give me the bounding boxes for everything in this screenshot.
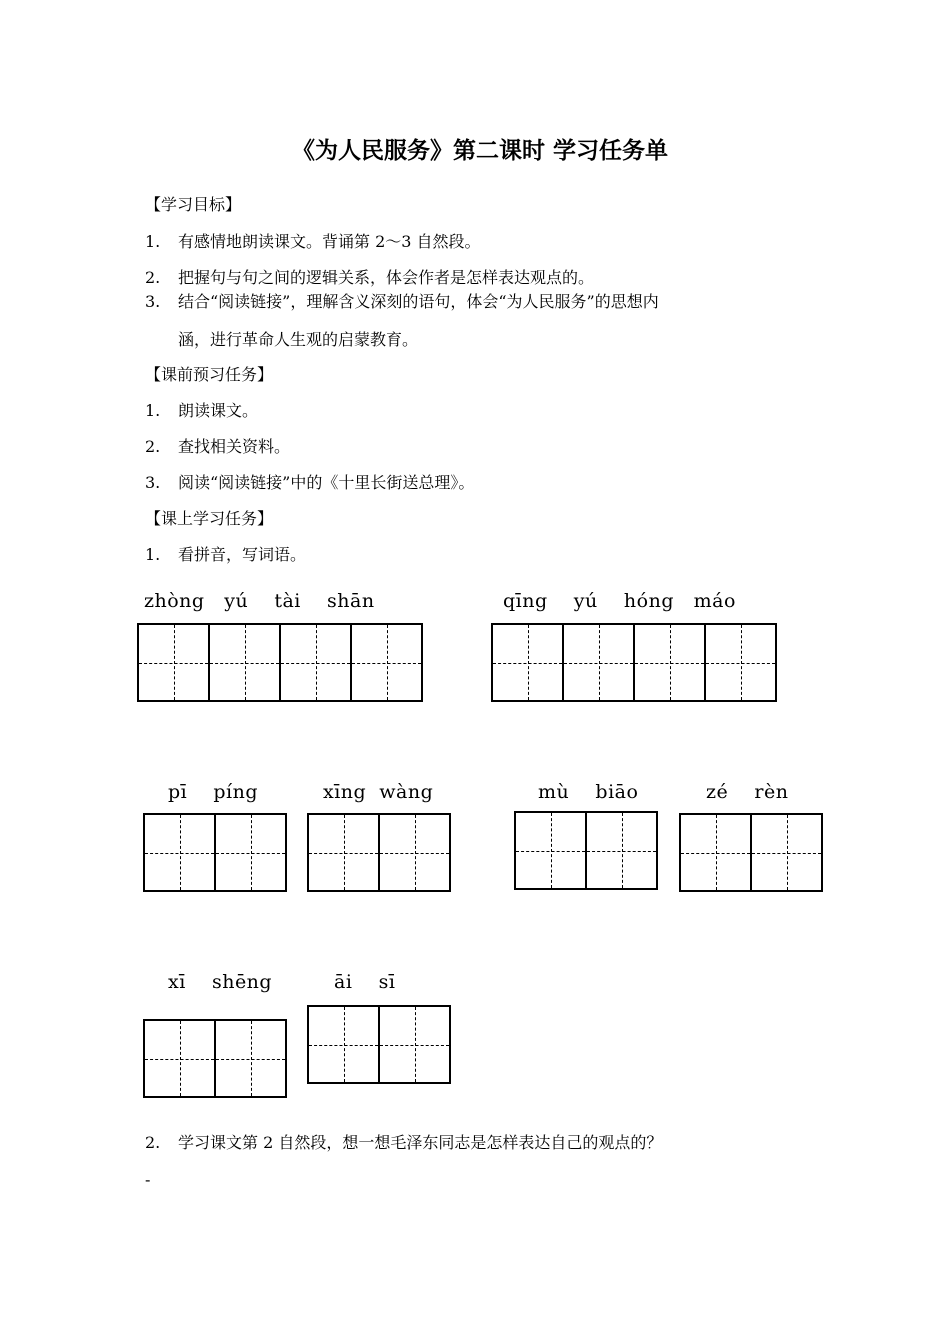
writing-cell[interactable] — [279, 623, 352, 702]
item-number: 3. — [145, 473, 161, 492]
writing-cell[interactable] — [350, 623, 423, 702]
writing-grid[interactable] — [307, 813, 451, 892]
writing-grid[interactable] — [514, 811, 658, 890]
writing-cell[interactable] — [307, 1005, 380, 1084]
preview-heading: 【课前预习任务】 — [145, 365, 274, 384]
writing-grid[interactable] — [143, 813, 287, 892]
writing-cell[interactable] — [307, 813, 380, 892]
pinyin-label: āi sī — [334, 971, 396, 993]
writing-cell[interactable] — [491, 623, 564, 702]
preview-item-1 — [145, 398, 258, 421]
pinyin-label: xī shēng — [168, 971, 273, 993]
item-text: 有感情地朗读课文。背诵第 2～3 自然段。 — [178, 232, 481, 251]
item-text: 阅读“阅读链接”中的《十里长街送总理》。 — [178, 473, 475, 492]
item-text: 看拼音，写词语。 — [178, 545, 307, 564]
item-text: 朗读课文。 — [178, 401, 259, 420]
writing-grid[interactable] — [137, 623, 423, 702]
writing-cell[interactable] — [378, 813, 451, 892]
objective-item-1 — [145, 229, 481, 252]
objective-item-3-continuation: 涵，进行革命人生观的启蒙教育。 — [178, 330, 419, 349]
writing-cell[interactable] — [137, 623, 210, 702]
pinyin-label: mù biāo — [538, 781, 639, 803]
preview-item-3 — [145, 470, 474, 493]
writing-cell[interactable] — [143, 1019, 216, 1098]
item-number: 2. — [145, 268, 161, 287]
item-text: 把握句与句之间的逻辑关系，体会作者是怎样表达观点的。 — [178, 268, 595, 287]
objective-item-2 — [145, 265, 594, 288]
item-number: 1. — [145, 232, 161, 251]
writing-grid[interactable] — [491, 623, 777, 702]
writing-cell[interactable] — [514, 811, 587, 890]
writing-cell[interactable] — [214, 813, 287, 892]
item-number: 3. — [145, 292, 161, 311]
writing-cell[interactable] — [750, 813, 823, 892]
objectives-heading: 【学习目标】 — [145, 195, 242, 214]
class-tasks-heading: 【课上学习任务】 — [145, 509, 274, 528]
objective-item-3 — [145, 289, 659, 312]
item-number: 1. — [145, 401, 161, 420]
pinyin-label: xīng wàng — [323, 781, 434, 803]
answer-line-mark: - — [145, 1170, 151, 1189]
writing-cell[interactable] — [208, 623, 281, 702]
pinyin-label: zhòng yú tài shān — [144, 590, 375, 612]
writing-cell[interactable] — [704, 623, 777, 702]
pinyin-label: zé rèn — [706, 781, 789, 803]
writing-cell[interactable] — [143, 813, 216, 892]
writing-grid[interactable] — [679, 813, 823, 892]
writing-cell[interactable] — [679, 813, 752, 892]
item-number: 1. — [145, 545, 161, 564]
pinyin-label: pī píng — [168, 781, 259, 803]
writing-cell[interactable] — [214, 1019, 287, 1098]
writing-grid[interactable] — [307, 1005, 451, 1084]
item-number: 2. — [145, 437, 161, 456]
page-title: 《为人民服务》第二课时 学习任务单 — [291, 138, 668, 164]
writing-cell[interactable] — [378, 1005, 451, 1084]
preview-item-2 — [145, 434, 290, 457]
item-text: 结合“阅读链接”，理解含义深刻的语句，体会“为人民服务”的思想内 — [178, 292, 659, 311]
task-1 — [145, 542, 306, 565]
item-text: 查找相关资料。 — [178, 437, 291, 456]
writing-cell[interactable] — [633, 623, 706, 702]
item-text: 学习课文第 2 自然段，想一想毛泽东同志是怎样表达自己的观点的？ — [178, 1133, 663, 1152]
task-2 — [145, 1130, 662, 1153]
pinyin-label: qīng yú hóng máo — [503, 590, 736, 612]
item-number: 2. — [145, 1133, 161, 1152]
writing-cell[interactable] — [562, 623, 635, 702]
writing-grid[interactable] — [143, 1019, 287, 1098]
writing-cell[interactable] — [585, 811, 658, 890]
